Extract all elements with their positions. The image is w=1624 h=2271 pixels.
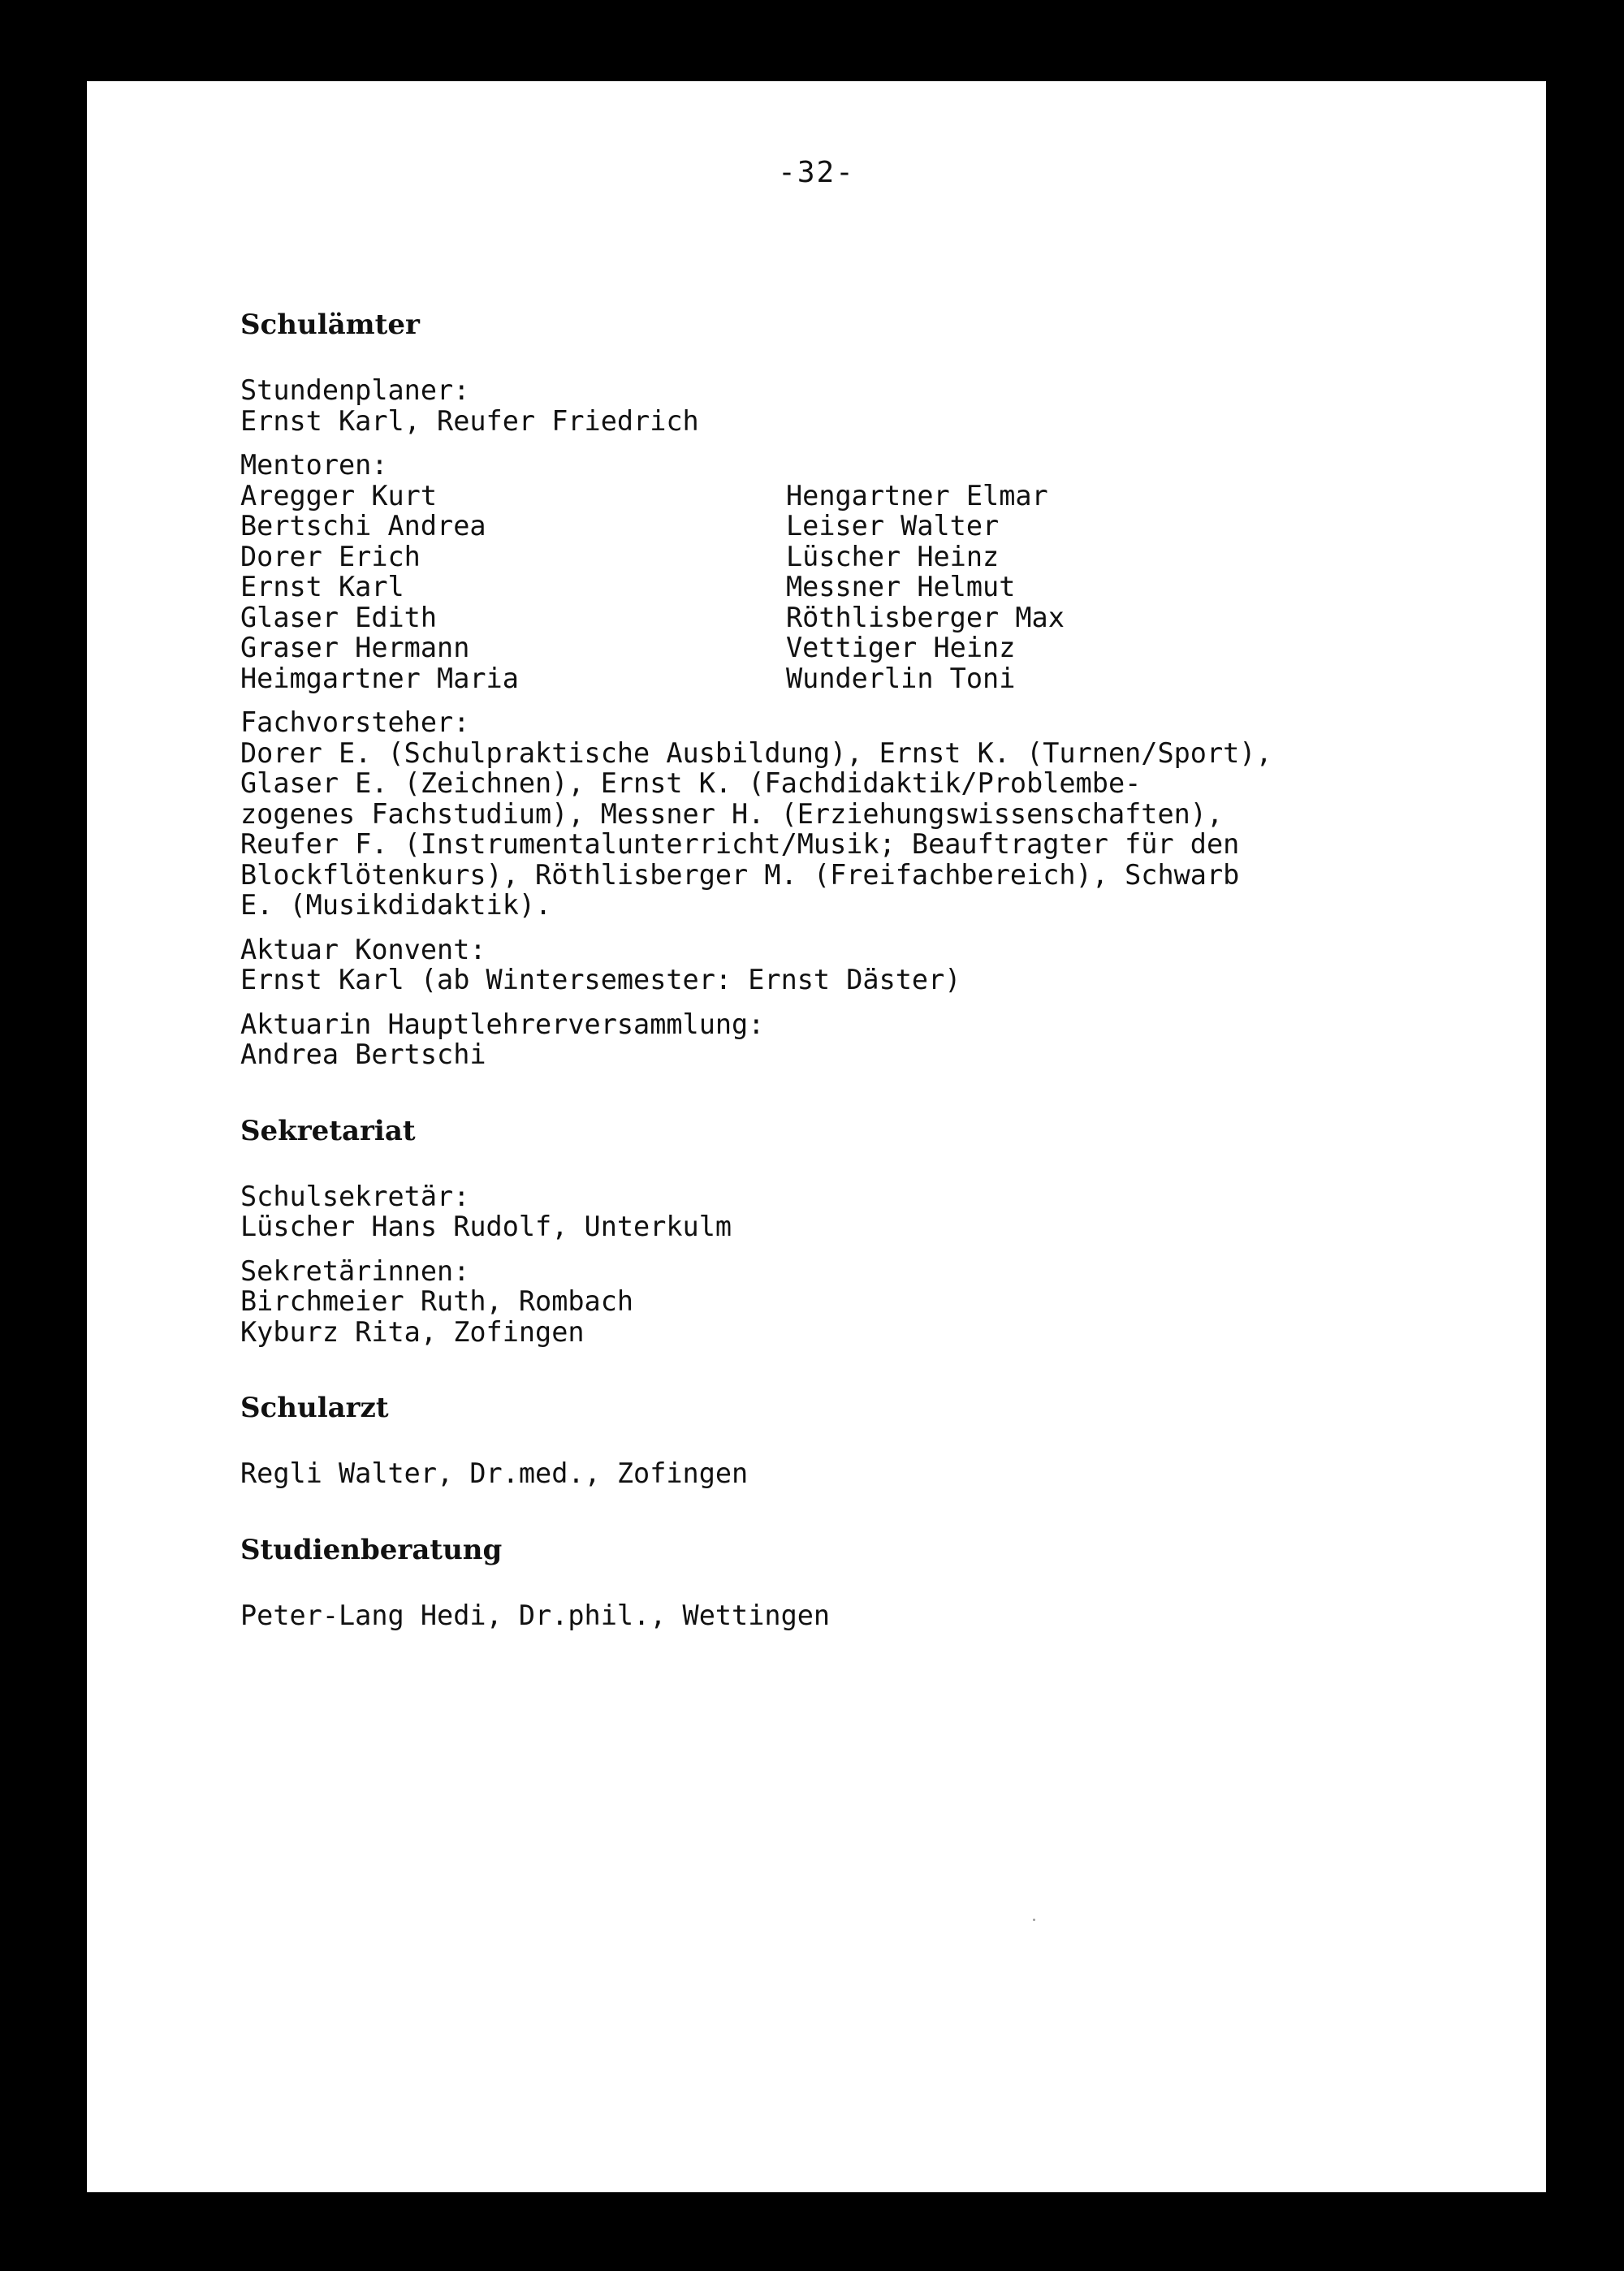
mentor-name: Lüscher Heinz	[786, 540, 1000, 572]
fachvorsteher-line: zogenes Fachstudium), Messner H. (Erziehungswissenschaften),	[240, 797, 1224, 830]
mentor-name: Aregger Kurt	[240, 479, 438, 512]
mentoren-label: Mentoren:	[240, 449, 388, 481]
mentor-name: Dorer Erich	[240, 540, 421, 572]
mentor-name: Ernst Karl	[240, 571, 404, 602]
mentor-name: Heimgartner Maria	[240, 662, 519, 694]
sekretaerinnen-block	[240, 1256, 1475, 1348]
mentor-name: Glaser Edith	[240, 601, 438, 633]
mentoren-block	[240, 450, 1475, 693]
aktuar-label: Aktuar Konvent:	[240, 933, 486, 965]
aktuarin-label: Aktuarin Hauptlehrerversammlung:	[240, 1008, 765, 1040]
section-heading-studienberatung: Studienberatung	[240, 1533, 503, 1566]
schularzt-value: Regli Walter, Dr.med., Zofingen	[240, 1457, 749, 1489]
mentor-name: Röthlisberger Max	[786, 601, 1065, 633]
schularzt-block	[240, 1458, 1475, 1489]
fachvorsteher-line: Dorer E. (Schulpraktische Ausbildung), Ernst K. (Turnen/Sport),	[240, 736, 1272, 769]
aktuar-block	[240, 935, 1475, 995]
aktuarin-block	[240, 1009, 1475, 1070]
scan-speck	[1033, 1919, 1035, 1921]
stundenplaner-label: Stundenplaner:	[240, 374, 470, 406]
stundenplaner-block	[240, 375, 1475, 436]
aktuarin-value: Andrea Bertschi	[240, 1038, 486, 1070]
stundenplaner-value: Ernst Karl, Reufer Friedrich	[240, 404, 699, 437]
mentoren-left-column	[240, 481, 786, 694]
mentor-name: Vettiger Heinz	[786, 632, 1016, 663]
fachvorsteher-line: Glaser E. (Zeichnen), Ernst K. (Fachdidaktik/Problembe-	[240, 767, 1142, 799]
page-content	[240, 309, 1475, 1630]
fachvorsteher-label: Fachvorsteher:	[240, 706, 470, 738]
mentor-name: Bertschi Andrea	[240, 510, 486, 542]
studienberatung-value: Peter-Lang Hedi, Dr.phil., Wettingen	[240, 1599, 831, 1631]
mentoren-columns	[240, 481, 1475, 694]
studienberatung-block	[240, 1600, 1475, 1631]
sekretaerinnen-label: Sekretärinnen:	[240, 1254, 470, 1287]
section-heading-schulaemter: Schulämter	[240, 309, 420, 341]
schulsekretaer-block	[240, 1181, 1475, 1242]
fachvorsteher-block	[240, 707, 1475, 921]
section-heading-sekretariat: Sekretariat	[240, 1114, 416, 1147]
mentor-name: Leiser Walter	[786, 510, 1000, 542]
page-number: -32-	[778, 156, 855, 189]
fachvorsteher-line: Blockflötenkurs), Röthlisberger M. (Freifachbereich), Schwarb	[240, 858, 1240, 891]
sekretaerin-value: Kyburz Rita, Zofingen	[240, 1315, 585, 1348]
document-page	[87, 81, 1546, 2192]
mentor-name: Hengartner Elmar	[786, 479, 1048, 512]
schulsekretaer-label: Schulsekretär:	[240, 1180, 470, 1212]
mentor-name: Wunderlin Toni	[786, 662, 1016, 694]
sekretaerin-value: Birchmeier Ruth, Rombach	[240, 1285, 634, 1317]
aktuar-value: Ernst Karl (ab Wintersemester: Ernst Däster)	[240, 964, 961, 995]
mentoren-right-column	[786, 481, 1436, 694]
fachvorsteher-line: E. (Musikdidaktik).	[240, 889, 552, 921]
fachvorsteher-line: Reufer F. (Instrumentalunterricht/Musik; Beauftragter für den	[240, 828, 1240, 860]
mentor-name: Messner Helmut	[786, 571, 1016, 602]
section-heading-schularzt: Schularzt	[240, 1392, 389, 1424]
mentor-name: Graser Hermann	[240, 632, 470, 663]
schulsekretaer-value: Lüscher Hans Rudolf, Unterkulm	[240, 1211, 732, 1242]
